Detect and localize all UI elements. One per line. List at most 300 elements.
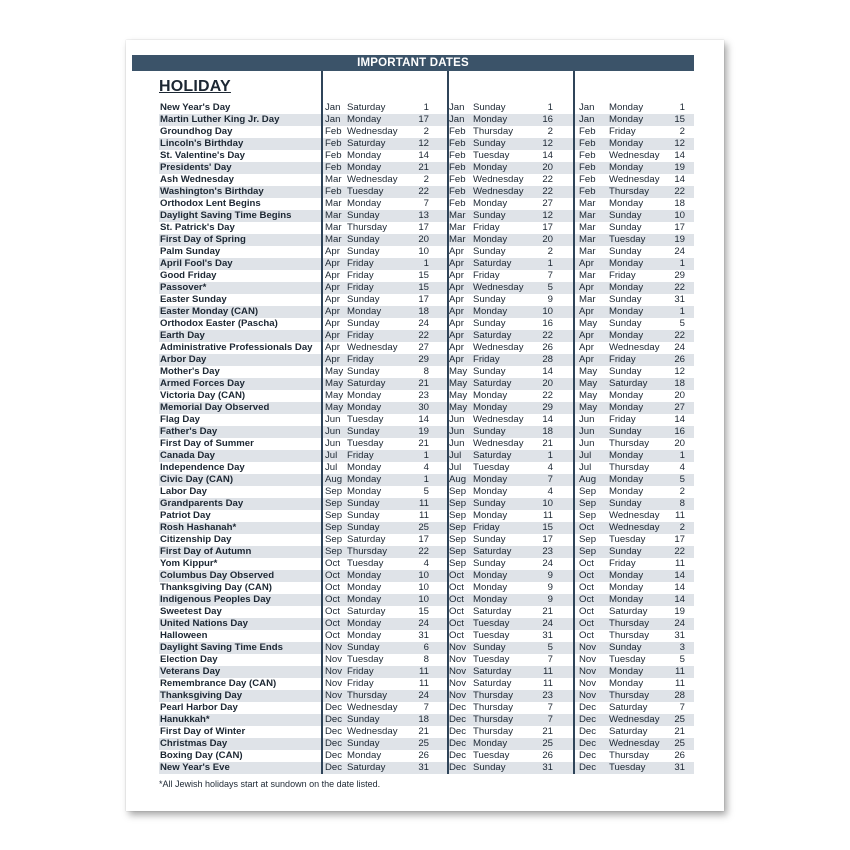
weekday-cell: Monday — [347, 486, 382, 497]
date-number-cell: 7 — [547, 702, 553, 713]
weekday-cell: Monday — [347, 474, 382, 485]
month-cell: Jan — [579, 114, 595, 125]
row-stripe — [449, 162, 573, 174]
weekday-cell: Friday — [347, 666, 374, 677]
month-cell: Apr — [325, 354, 340, 365]
month-cell: Feb — [325, 138, 342, 149]
date-number-cell: 3 — [679, 642, 685, 653]
weekday-cell: Monday — [473, 570, 508, 581]
holiday-name: Thanksgiving Day — [160, 690, 243, 701]
weekday-cell: Friday — [347, 258, 374, 269]
month-cell: Jul — [579, 450, 592, 461]
weekday-cell: Thursday — [473, 726, 513, 737]
weekday-cell: Tuesday — [473, 654, 510, 665]
holiday-name: Sweetest Day — [160, 606, 222, 617]
month-cell: Dec — [449, 714, 467, 725]
date-number-cell: 14 — [674, 594, 685, 605]
weekday-cell: Sunday — [473, 246, 506, 257]
weekday-cell: Monday — [609, 474, 644, 485]
month-cell: May — [449, 378, 468, 389]
month-cell: Sep — [449, 486, 467, 497]
weekday-cell: Monday — [347, 162, 382, 173]
month-cell: Apr — [325, 318, 340, 329]
weekday-cell: Monday — [609, 450, 644, 461]
date-number-cell: 2 — [679, 486, 685, 497]
holiday-name: United Nations Day — [160, 618, 248, 629]
weekday-cell: Thursday — [609, 462, 649, 473]
date-number-cell: 9 — [547, 582, 553, 593]
month-cell: Nov — [579, 690, 597, 701]
important-dates-header: IMPORTANT DATES — [132, 55, 694, 71]
weekday-cell: Wednesday — [473, 174, 524, 185]
weekday-cell: Thursday — [473, 702, 513, 713]
weekday-cell: Monday — [473, 486, 508, 497]
month-cell: Feb — [325, 150, 342, 161]
date-number-cell: 10 — [418, 246, 429, 257]
date-number-cell: 12 — [674, 366, 685, 377]
weekday-cell: Thursday — [473, 126, 513, 137]
holiday-name: Lincoln's Birthday — [160, 138, 244, 149]
weekday-cell: Monday — [609, 114, 644, 125]
date-number-cell: 25 — [674, 738, 685, 749]
date-number-cell: 1 — [423, 102, 429, 113]
month-cell: Mar — [579, 294, 596, 305]
date-number-cell: 18 — [674, 378, 685, 389]
month-cell: May — [449, 390, 468, 401]
month-cell: Jun — [325, 438, 341, 449]
holiday-name: Administrative Professionals Day — [160, 342, 313, 353]
date-number-cell: 12 — [542, 138, 553, 149]
date-number-cell: 8 — [423, 654, 429, 665]
weekday-cell: Saturday — [609, 702, 648, 713]
weekday-cell: Friday — [347, 270, 374, 281]
weekday-cell: Saturday — [347, 606, 386, 617]
weekday-cell: Friday — [609, 126, 636, 137]
weekday-cell: Sunday — [473, 138, 506, 149]
month-cell: Oct — [325, 570, 340, 581]
date-number-cell: 1 — [679, 450, 685, 461]
date-number-cell: 22 — [418, 330, 429, 341]
month-cell: Jul — [449, 450, 462, 461]
month-cell: Sep — [449, 546, 467, 557]
month-cell: Apr — [325, 270, 340, 281]
month-cell: May — [579, 366, 598, 377]
weekday-cell: Monday — [609, 162, 644, 173]
month-cell: Feb — [579, 186, 596, 197]
month-cell: Feb — [579, 126, 596, 137]
date-number-cell: 1 — [679, 258, 685, 269]
date-number-cell: 22 — [674, 186, 685, 197]
weekday-cell: Thursday — [609, 618, 649, 629]
weekday-cell: Saturday — [347, 378, 386, 389]
date-number-cell: 20 — [674, 438, 685, 449]
date-number-cell: 2 — [547, 126, 553, 137]
holiday-name: Thanksgiving Day (CAN) — [160, 582, 272, 593]
month-cell: Jun — [325, 414, 341, 425]
month-cell: Oct — [449, 594, 464, 605]
holiday-name: Washington's Birthday — [160, 186, 264, 197]
month-cell: Apr — [325, 342, 340, 353]
date-number-cell: 15 — [418, 282, 429, 293]
month-cell: Sep — [579, 546, 597, 557]
date-number-cell: 31 — [674, 762, 685, 773]
date-number-cell: 31 — [542, 762, 553, 773]
weekday-cell: Friday — [609, 558, 636, 569]
holiday-name: First Day of Autumn — [160, 546, 252, 557]
holiday-section-title: HOLIDAY — [159, 78, 231, 95]
table-row — [126, 474, 724, 486]
date-number-cell: 22 — [674, 330, 685, 341]
month-cell: Sep — [579, 486, 597, 497]
date-number-cell: 1 — [423, 258, 429, 269]
weekday-cell: Wednesday — [609, 714, 660, 725]
month-cell: Feb — [325, 126, 342, 137]
month-cell: Mar — [449, 234, 466, 245]
weekday-cell: Tuesday — [609, 762, 646, 773]
date-number-cell: 20 — [542, 378, 553, 389]
date-number-cell: 21 — [674, 726, 685, 737]
weekday-cell: Tuesday — [609, 654, 646, 665]
date-number-cell: 1 — [547, 450, 553, 461]
date-number-cell: 1 — [423, 474, 429, 485]
date-number-cell: 26 — [418, 750, 429, 761]
weekday-cell: Monday — [347, 582, 382, 593]
month-cell: Mar — [325, 198, 342, 209]
month-cell: Sep — [325, 546, 343, 557]
month-cell: May — [449, 366, 468, 377]
date-number-cell: 21 — [542, 726, 553, 737]
date-number-cell: 1 — [679, 306, 685, 317]
month-cell: Oct — [579, 606, 594, 617]
weekday-cell: Monday — [347, 618, 382, 629]
weekday-cell: Monday — [609, 402, 644, 413]
weekday-cell: Tuesday — [347, 414, 384, 425]
month-cell: Dec — [325, 726, 343, 737]
month-cell: Apr — [449, 246, 464, 257]
date-number-cell: 7 — [423, 198, 429, 209]
footnote: *All Jewish holidays start at sundown on the date listed. — [159, 779, 381, 789]
month-cell: Dec — [325, 714, 343, 725]
weekday-cell: Friday — [609, 414, 636, 425]
weekday-cell: Monday — [609, 306, 644, 317]
month-cell: Oct — [449, 606, 464, 617]
month-cell: Mar — [325, 174, 342, 185]
date-number-cell: 22 — [542, 174, 553, 185]
weekday-cell: Sunday — [609, 222, 642, 233]
holiday-name: Groundhog Day — [160, 126, 233, 137]
table-row — [126, 246, 724, 258]
date-number-cell: 15 — [674, 114, 685, 125]
weekday-cell: Tuesday — [473, 618, 510, 629]
table-row — [126, 174, 724, 186]
date-number-cell: 14 — [418, 150, 429, 161]
month-cell: Apr — [449, 306, 464, 317]
weekday-cell: Saturday — [473, 450, 512, 461]
date-number-cell: 26 — [674, 354, 685, 365]
month-cell: Apr — [325, 330, 340, 341]
weekday-cell: Wednesday — [609, 342, 660, 353]
holiday-name: Yom Kippur* — [160, 558, 218, 569]
weekday-cell: Thursday — [473, 690, 513, 701]
date-number-cell: 25 — [542, 738, 553, 749]
month-cell: Jul — [325, 450, 338, 461]
date-number-cell: 17 — [674, 222, 685, 233]
weekday-cell: Wednesday — [347, 726, 398, 737]
date-number-cell: 24 — [542, 558, 553, 569]
weekday-cell: Sunday — [473, 102, 506, 113]
weekday-cell: Thursday — [609, 750, 649, 761]
month-cell: Dec — [449, 750, 467, 761]
weekday-cell: Friday — [609, 270, 636, 281]
month-cell: Dec — [579, 750, 597, 761]
date-number-cell: 24 — [418, 690, 429, 701]
month-cell: Feb — [325, 186, 342, 197]
weekday-cell: Friday — [347, 354, 374, 365]
weekday-cell: Sunday — [347, 498, 380, 509]
weekday-cell: Saturday — [473, 258, 512, 269]
holiday-name: Mother's Day — [160, 366, 220, 377]
month-cell: May — [325, 366, 344, 377]
month-cell: Aug — [449, 474, 467, 485]
row-stripe — [449, 474, 573, 486]
date-number-cell: 18 — [418, 306, 429, 317]
table-row — [126, 138, 724, 150]
row-stripe — [449, 522, 573, 534]
date-number-cell: 27 — [674, 402, 685, 413]
date-number-cell: 16 — [674, 426, 685, 437]
row-stripe — [449, 402, 573, 414]
weekday-cell: Thursday — [609, 186, 649, 197]
month-cell: Nov — [325, 654, 343, 665]
weekday-cell: Monday — [609, 678, 644, 689]
weekday-cell: Monday — [609, 594, 644, 605]
month-cell: Apr — [579, 330, 594, 341]
date-number-cell: 10 — [542, 306, 553, 317]
date-number-cell: 21 — [418, 378, 429, 389]
month-cell: Jun — [579, 426, 595, 437]
date-number-cell: 11 — [419, 498, 429, 509]
table-row — [126, 510, 724, 522]
table-row — [126, 630, 724, 642]
date-number-cell: 22 — [418, 546, 429, 557]
month-cell: Nov — [449, 642, 467, 653]
weekday-cell: Monday — [473, 510, 508, 521]
row-stripe — [449, 618, 573, 630]
date-number-cell: 16 — [542, 114, 553, 125]
table-row — [126, 558, 724, 570]
month-cell: Jan — [579, 102, 595, 113]
date-number-cell: 18 — [542, 426, 553, 437]
date-number-cell: 13 — [418, 210, 429, 221]
table-row — [126, 186, 724, 198]
table-row — [126, 438, 724, 450]
holiday-name: Passover* — [160, 282, 207, 293]
date-number-cell: 24 — [674, 342, 685, 353]
weekday-cell: Sunday — [347, 294, 380, 305]
date-number-cell: 14 — [542, 150, 553, 161]
date-number-cell: 17 — [418, 294, 429, 305]
month-cell: Dec — [579, 714, 597, 725]
weekday-cell: Wednesday — [473, 282, 524, 293]
date-number-cell: 24 — [418, 618, 429, 629]
month-cell: May — [579, 402, 598, 413]
weekday-cell: Wednesday — [473, 438, 524, 449]
date-number-cell: 15 — [542, 522, 553, 533]
date-number-cell: 11 — [675, 510, 685, 521]
weekday-cell: Monday — [473, 162, 508, 173]
weekday-cell: Monday — [609, 198, 644, 209]
date-number-cell: 9 — [547, 294, 553, 305]
month-cell: Dec — [325, 762, 343, 773]
holiday-name: Patriot Day — [160, 510, 211, 521]
weekday-cell: Saturday — [473, 330, 512, 341]
weekday-cell: Monday — [609, 570, 644, 581]
row-stripe — [449, 642, 573, 654]
holiday-name: Easter Monday (CAN) — [160, 306, 259, 317]
month-cell: Feb — [579, 162, 596, 173]
weekday-cell: Monday — [609, 666, 644, 677]
table-row — [126, 318, 724, 330]
date-number-cell: 23 — [542, 690, 553, 701]
weekday-cell: Sunday — [609, 498, 642, 509]
weekday-cell: Monday — [347, 594, 382, 605]
weekday-cell: Tuesday — [347, 654, 384, 665]
date-number-cell: 31 — [418, 630, 429, 641]
table-row — [126, 330, 724, 342]
month-cell: May — [579, 318, 598, 329]
weekday-cell: Saturday — [473, 378, 512, 389]
date-number-cell: 22 — [674, 546, 685, 557]
weekday-cell: Tuesday — [473, 462, 510, 473]
weekday-cell: Saturday — [347, 762, 386, 773]
date-number-cell: 11 — [419, 510, 429, 521]
date-number-cell: 11 — [675, 558, 685, 569]
date-number-cell: 5 — [679, 654, 685, 665]
date-number-cell: 25 — [418, 738, 429, 749]
date-number-cell: 28 — [674, 690, 685, 701]
row-stripe — [449, 594, 573, 606]
month-cell: Mar — [579, 234, 596, 245]
weekday-cell: Monday — [609, 282, 644, 293]
holiday-table — [126, 102, 724, 774]
holiday-name: Election Day — [160, 654, 218, 665]
weekday-cell: Wednesday — [473, 186, 524, 197]
date-number-cell: 22 — [542, 330, 553, 341]
table-row — [126, 702, 724, 714]
weekday-cell: Saturday — [609, 606, 648, 617]
date-number-cell: 1 — [423, 450, 429, 461]
month-cell: Oct — [579, 522, 594, 533]
month-cell: Mar — [579, 246, 596, 257]
month-cell: Oct — [325, 582, 340, 593]
month-cell: Apr — [579, 342, 594, 353]
date-number-cell: 17 — [418, 534, 429, 545]
holiday-name: St. Valentine's Day — [160, 150, 245, 161]
date-number-cell: 5 — [679, 474, 685, 485]
table-row — [126, 714, 724, 726]
month-cell: Jun — [449, 426, 465, 437]
holiday-name: New Year's Eve — [160, 762, 230, 773]
month-cell: Oct — [449, 630, 464, 641]
date-number-cell: 21 — [418, 162, 429, 173]
weekday-cell: Tuesday — [609, 234, 646, 245]
date-number-cell: 31 — [674, 630, 685, 641]
weekday-cell: Wednesday — [347, 342, 398, 353]
table-row — [126, 378, 724, 390]
weekday-cell: Friday — [609, 354, 636, 365]
weekday-cell: Sunday — [347, 318, 380, 329]
date-number-cell: 31 — [542, 630, 553, 641]
month-cell: Nov — [579, 642, 597, 653]
month-cell: Jun — [325, 426, 341, 437]
table-row — [126, 162, 724, 174]
date-number-cell: 11 — [419, 666, 429, 677]
month-cell: Apr — [449, 330, 464, 341]
weekday-cell: Sunday — [347, 642, 380, 653]
month-cell: Jul — [579, 462, 592, 473]
weekday-cell: Sunday — [347, 234, 380, 245]
weekday-cell: Sunday — [609, 318, 642, 329]
weekday-cell: Monday — [473, 198, 508, 209]
row-stripe — [449, 138, 573, 150]
weekday-cell: Sunday — [609, 546, 642, 557]
month-cell: Sep — [325, 486, 343, 497]
month-cell: Feb — [579, 150, 596, 161]
weekday-cell: Wednesday — [347, 702, 398, 713]
date-number-cell: 25 — [418, 522, 429, 533]
month-cell: Mar — [579, 270, 596, 281]
month-cell: Apr — [325, 258, 340, 269]
month-cell: Oct — [325, 558, 340, 569]
weekday-cell: Wednesday — [609, 174, 660, 185]
table-row — [126, 210, 724, 222]
date-number-cell: 14 — [418, 414, 429, 425]
weekday-cell: Wednesday — [609, 738, 660, 749]
month-cell: Mar — [325, 210, 342, 221]
date-number-cell: 26 — [674, 750, 685, 761]
month-cell: May — [449, 402, 468, 413]
calendar-page — [126, 40, 724, 811]
holiday-name: Orthodox Easter (Pascha) — [160, 318, 278, 329]
table-row — [126, 390, 724, 402]
table-row — [126, 462, 724, 474]
month-cell: Jun — [579, 438, 595, 449]
month-cell: Sep — [325, 498, 343, 509]
month-cell: Jun — [449, 438, 465, 449]
date-number-cell: 10 — [418, 594, 429, 605]
date-number-cell: 1 — [547, 258, 553, 269]
month-cell: Oct — [579, 618, 594, 629]
weekday-cell: Thursday — [473, 714, 513, 725]
weekday-cell: Sunday — [473, 426, 506, 437]
month-cell: Feb — [325, 162, 342, 173]
weekday-cell: Sunday — [473, 294, 506, 305]
weekday-cell: Friday — [473, 354, 500, 365]
date-number-cell: 17 — [542, 534, 553, 545]
weekday-cell: Saturday — [347, 102, 386, 113]
date-number-cell: 11 — [419, 678, 429, 689]
row-stripe — [449, 114, 573, 126]
holiday-name: Civic Day (CAN) — [160, 474, 234, 485]
date-number-cell: 17 — [418, 222, 429, 233]
month-cell: Apr — [325, 306, 340, 317]
date-number-cell: 19 — [674, 234, 685, 245]
weekday-cell: Saturday — [609, 378, 648, 389]
month-cell: Nov — [325, 690, 343, 701]
month-cell: Sep — [449, 498, 467, 509]
date-number-cell: 20 — [542, 162, 553, 173]
weekday-cell: Sunday — [609, 642, 642, 653]
